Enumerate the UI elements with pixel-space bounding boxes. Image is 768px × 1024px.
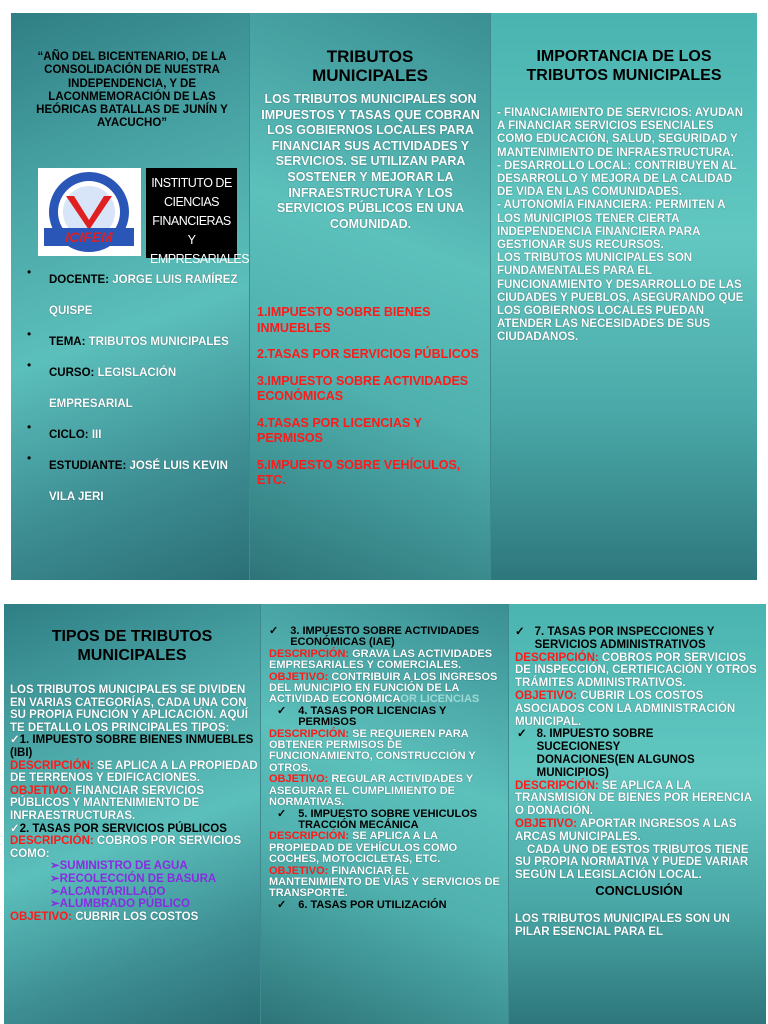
icifem-logo-text: ICIFEM	[65, 229, 113, 245]
tipo-8-obj-label: OBJETIVO:	[515, 817, 577, 830]
bottom-sheet	[4, 604, 766, 1024]
info-item-curso	[27, 358, 242, 420]
tipo-3-obj-label: OBJETIVO:	[269, 670, 329, 683]
motto-text: “AÑO DEL BICENTENARIO, DE LA CONSOLIDACIÓN DE NUESTRA INDEPENDENCIA, Y DE LACONMEMORACIÓN DE LAS HEÓRICAS BATALLAS DE JUNÍN Y AYACUCHO”	[36, 51, 228, 130]
tipo-8-desc: SE APLICA A LA TRANSMISIÓN DE BIENES POR HERENCIA O DONACIÓN.	[515, 779, 752, 818]
tipos-body	[10, 684, 258, 923]
tipo-2-obj-label: OBJETIVO:	[10, 910, 72, 923]
tributos-list-item: 4.TASAS POR LICENCIAS Y PERMISOS	[257, 415, 422, 445]
tributos-summary: CADA UNO DE ESTOS TRIBUTOS TIENE SU PROPIA NORMATIVA Y PUEDE VARIAR SEGÚN LA LEGISLACIÓN LOCAL.	[515, 843, 749, 882]
importancia-body	[497, 107, 749, 345]
tipo-3-desc: GRAVA LAS ACTIVIDADES EMPRESARIALES Y COMERCIALES.	[269, 647, 493, 672]
cover-info-list	[27, 265, 242, 513]
bullet-dot: •	[27, 265, 32, 279]
importancia-title: IMPORTANCIA DE LOS TRIBUTOS MUNICIPALES	[526, 48, 722, 84]
autonomia-label: - AUTONOMÍA FINANCIERA:	[497, 199, 652, 212]
info-item-ciclo	[27, 420, 242, 451]
info-item-tema	[27, 327, 242, 358]
bullet-dot: •	[27, 358, 32, 372]
top-column-cover	[11, 13, 250, 580]
desarrollo-text: CONTRIBUYEN AL DESARROLLO Y MEJORA DE LA CALIDAD DE VIDA EN LAS COMUNIDADES.	[497, 159, 737, 199]
ciclo-value: III	[91, 429, 102, 441]
service-item: SUMINISTRO DE AGUA	[59, 860, 188, 873]
tipo-7-desc: COBROS POR SERVICIOS DE INSPECCIÓN, CERTIFICACIÓN Y OTROS TRÁMITES ADMINISTRATIVOS.	[515, 651, 757, 690]
tributos-list	[257, 305, 483, 489]
tipo-4-obj-label: OBJETIVO:	[269, 773, 329, 786]
docente-label: DOCENTE:	[49, 274, 110, 286]
curso-value: LEGISLACIÓN EMPRESARIAL	[49, 367, 177, 410]
check-icon: ✓	[10, 734, 20, 747]
bullet-dot: •	[27, 327, 32, 341]
bottom-column-tipos-2	[261, 604, 509, 1024]
arrow-icon: ➢	[50, 860, 60, 873]
tributos-list-item: 2.TASAS POR SERVICIOS PÚBLICOS	[257, 347, 479, 361]
tipo-7-obj-label: OBJETIVO:	[515, 689, 577, 702]
check-icon: ✓	[10, 822, 20, 835]
arrow-icon: ➢	[50, 898, 60, 911]
check-icon: ✓	[269, 625, 279, 637]
docente-value: JORGE LUIS RAMÍREZ QUISPE	[49, 274, 238, 317]
autonomia-text: PERMITEN A LOS MUNICIPIOS TENER CIERTA INDEPENDENCIA FINANCIERA PARA GESTIONAR SUS RECURSOS.	[497, 199, 726, 252]
tipo-7-desc-label: DESCRIPCIÓN:	[515, 651, 599, 664]
top-sheet	[11, 13, 757, 580]
tipo-8-obj: APORTAR INGRESOS A LAS ARCAS MUNICIPALES.	[515, 817, 737, 843]
tipo-1-obj: FINANCIAR SERVICIOS PÚBLICOS Y MANTENIMIENTO DE INFRAESTRUCTURAS.	[10, 784, 205, 822]
tipo-7-obj: CUBRIR LOS COSTOS ASOCIADOS CON LA ADMINISTRACIÓN MUNICIPAL.	[515, 689, 736, 728]
institute-name: INSTITUTO DE CIENCIAS FINANCIERAS Y EMPRESARIALES	[150, 176, 250, 266]
tema-label: TEMA:	[49, 336, 86, 348]
estudiante-label: ESTUDIANTE:	[49, 460, 127, 472]
check-icon: ✓	[277, 898, 287, 911]
arrow-icon: ➢	[50, 885, 60, 898]
desarrollo-label: - DESARROLLO LOCAL:	[497, 159, 632, 172]
tipo-1-title: 1. IMPUESTO SOBRE BIENES INMUEBLES (IBI)	[10, 734, 254, 759]
tipo-3-faded: OR LICENCIAS	[400, 693, 480, 706]
conclusion-text: LOS TRIBUTOS MUNICIPALES SON UN PILAR ESENCIAL PARA EL	[515, 912, 730, 938]
institute-box	[146, 168, 250, 266]
tipos-intro: LOS TRIBUTOS MUNICIPALES SE DIVIDEN EN VARIAS CATEGORÍAS, CADA UNA CON SU PROPIA FUNCIÓN Y APLICACIÓN. AQUÍ TE DETALLO LOS PRINCIPALES TIPOS:	[10, 684, 248, 734]
tipo-8-title: 8. IMPUESTO SOBRE SUCECIONESY DONACIONES(EN ALGUNOS MUNICIPIOS)	[536, 728, 695, 779]
check-icon: ✓	[277, 704, 287, 717]
service-item: ALCANTARILLADO	[59, 885, 166, 898]
tipo-5-desc-label: DESCRIPCIÓN:	[269, 830, 350, 843]
tipo-5-obj: FINANCIAR EL MANTENIMIENTO DE VÍAS Y SERVICIOS DE TRANSPORTE.	[269, 864, 500, 900]
bullet-dot: •	[27, 420, 32, 434]
tributos-list-item: 1.IMPUESTO SOBRE BIENES INMUEBLES	[257, 305, 431, 335]
tipo-4-desc-label: DESCRIPCIÓN:	[269, 727, 350, 740]
tributos-list-item: 5.IMPUESTO SOBRE VEHÍCULOS, ETC.	[257, 457, 461, 487]
arrow-icon: ➢	[50, 872, 60, 885]
check-icon: ✓	[515, 626, 525, 638]
info-item-docente	[27, 265, 242, 327]
tipos-title: TIPOS DE TRIBUTOS MUNICIPALES	[51, 628, 213, 664]
bullet-dot: •	[27, 451, 32, 465]
tributos-list-item: 3.IMPUESTO SOBRE ACTIVIDADES ECONÓMICAS	[257, 373, 469, 403]
top-column-importancia	[491, 13, 757, 580]
tipo-2-obj: CUBRIR LOS COSTOS	[75, 910, 199, 923]
check-icon: ✓	[277, 807, 287, 820]
financiamiento-label: - FINANCIAMIENTO DE SERVICIOS:	[497, 107, 693, 119]
bottom-column-tipos	[4, 604, 261, 1024]
tipo-3-desc-label: DESCRIPCIÓN:	[269, 647, 350, 660]
importancia-closing: LOS TRIBUTOS MUNICIPALES SON FUNDAMENTALES PARA EL FUNCIONAMIENTO Y DESARROLLO DE LAS CIUDADES Y PUEBLOS, ASEGURANDO QUE LOS GOBIERNOS LOCALES PUEDAN ATENDER LAS NECESIDADES DE SUS CIUDADANOS.	[497, 252, 744, 344]
tipo-1-obj-label: OBJETIVO:	[10, 784, 72, 797]
icifem-logo	[38, 168, 141, 256]
bottom-column-tipos-3	[509, 604, 766, 1024]
tipo-2-desc: COBROS POR SERVICIOS COMO:	[10, 835, 242, 860]
tipo-7-title: 7. TASAS POR INSPECCIONES Y SERVICIOS ADMINISTRATIVOS	[534, 626, 715, 651]
tributos-intro: LOS TRIBUTOS MUNICIPALES SON IMPUESTOS Y TASAS QUE COBRAN LOS GOBIERNOS LOCALES PARA FINANCIAR SUS ACTIVIDADES Y SERVICIOS. SE UTILIZAN PARA SOSTENER Y MEJORAR LA INFRAESTRUCTURA Y LOS SERVICIOS PÚBLICOS EN UNA COMUNIDAD.	[261, 92, 480, 231]
service-item: ALUMBRADO PÚBLICO	[59, 898, 190, 911]
tipo-1-desc-label: DESCRIPCIÓN:	[10, 759, 94, 772]
check-icon: ✓	[517, 728, 527, 741]
tipo-8-desc-label: DESCRIPCIÓN:	[515, 779, 599, 792]
service-item: RECOLECCIÓN DE BASURA	[59, 872, 217, 885]
tipo-5-desc: SE APLICA A LA PROPIEDAD DE VEHÍCULOS COMO COCHES, MOTOCICLETAS, ETC.	[269, 830, 458, 866]
tipos-2-body	[269, 626, 503, 911]
tema-value: TRIBUTOS MUNICIPALES	[88, 336, 229, 348]
tipo-6-title: 6. TASAS POR UTILIZACIÓN	[298, 898, 447, 911]
financiamiento-text: AYUDAN A FINANCIAR SERVICIOS ESENCIALES COMO EDUCACIÓN, SALUD, SEGURIDAD Y MANTENIMIENTO DE INFRAESTRUCTURA.	[497, 107, 744, 159]
tributos-title: TRIBUTOS MUNICIPALES	[312, 47, 428, 85]
tipo-1-desc: SE APLICA A LA PROPIEDAD DE TERRENOS Y EDIFICACIONES.	[10, 759, 258, 785]
tipo-2-desc-label: DESCRIPCIÓN:	[10, 835, 94, 848]
estudiante-value: JOSÉ LUIS KEVIN VILA JERI	[49, 460, 228, 503]
info-item-estudiante	[27, 451, 242, 513]
top-column-tributos	[250, 13, 491, 580]
conclusion-title: CONCLUSIÓN	[595, 882, 683, 898]
tipos-3-body	[515, 626, 763, 939]
tipo-2-title: 2. TASAS POR SERVICIOS PÚBLICOS	[19, 822, 227, 835]
tipo-3-obj: CONTRIBUIR A LOS INGRESOS DEL MUNICIPIO EN FUNCIÓN DE LA ACTIVIDAD ECONÓMICA	[269, 670, 498, 706]
curso-label: CURSO:	[49, 367, 95, 379]
ciclo-label: CICLO:	[49, 429, 89, 441]
tipo-4-obj: REGULAR ACTIVIDADES Y ASEGURAR EL CUMPLIMIENTO DE NORMATIVAS.	[269, 773, 473, 809]
tipo-5-title: 5. IMPUESTO SOBRE VEHICULOS TRACCIÓN MECÁNICA	[298, 807, 478, 831]
tipo-3-title: 3. IMPUESTO SOBRE ACTIVIDADES ECONÓMICAS (IAE)	[290, 625, 480, 649]
tipo-4-desc: SE REQUIEREN PARA OBTENER PERMISOS DE FUNCIONAMIENTO, CONSTRUCCIÓN Y OTROS.	[269, 727, 476, 774]
tipo-4-title: 4. TASAS POR LICENCIAS Y PERMISOS	[298, 704, 447, 729]
tipo-5-obj-label: OBJETIVO:	[269, 864, 329, 877]
